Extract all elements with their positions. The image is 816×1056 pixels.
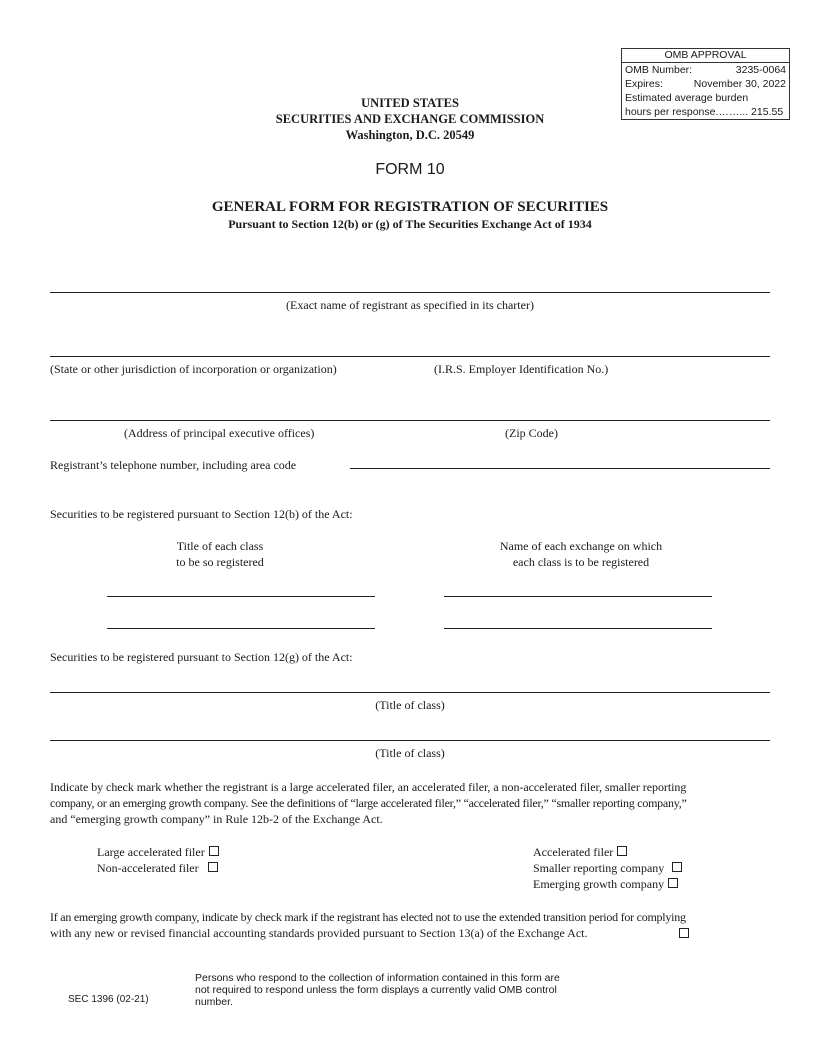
exchange-column-header xyxy=(471,538,691,570)
omb-burden-line-1: Estimated average burden xyxy=(625,92,749,104)
title-of-class-caption-1: (Title of class) xyxy=(375,698,445,712)
class-title-field-1[interactable] xyxy=(107,596,375,597)
exchange-header-line-2: each class is to be registered xyxy=(512,555,650,569)
omb-notice-line-1: Persons who respond to the collection of information contained in this form are xyxy=(195,972,560,984)
address-caption: (Address of principal executive offices) xyxy=(124,426,315,440)
zip-caption: (Zip Code) xyxy=(505,426,558,440)
smaller-reporting-checkbox[interactable] xyxy=(672,862,682,872)
form-name: FORM 10 xyxy=(375,161,445,178)
irs-caption: (I.R.S. Employer Identification No.) xyxy=(434,362,609,376)
class-title-field-2[interactable] xyxy=(107,628,375,629)
form-code: SEC 1396 (02-21) xyxy=(68,994,149,1005)
section-12g-heading: Securities to be registered pursuant to Section 12(g) of the Act: xyxy=(50,650,353,664)
smaller-reporting-option[interactable] xyxy=(533,861,682,876)
non-accelerated-label: Non-accelerated filer xyxy=(97,861,199,875)
title-of-class-field-1[interactable] xyxy=(50,692,770,693)
address-zip-field[interactable] xyxy=(50,420,770,421)
omb-notice xyxy=(195,972,560,1008)
omb-number-value: 3235-0064 xyxy=(735,64,786,76)
agency-line-2: SECURITIES AND EXCHANGE COMMISSION xyxy=(275,112,545,126)
large-accelerated-checkbox[interactable] xyxy=(209,846,219,856)
title-of-class-field-2[interactable] xyxy=(50,740,770,741)
accelerated-checkbox[interactable] xyxy=(617,846,627,856)
agency-line-3: Washington, D.C. 20549 xyxy=(345,128,475,142)
agency-line-1: UNITED STATES xyxy=(361,96,459,110)
exchange-field-2[interactable] xyxy=(444,628,712,629)
telephone-label: Registrant’s telephone number, including area code xyxy=(50,458,297,472)
transition-line-2: with any new or revised financial accounting standards provided pursuant to Section 13(a) of the Exchange Act. xyxy=(50,926,588,940)
telephone-field[interactable] xyxy=(350,468,770,469)
registrant-name-field[interactable] xyxy=(50,292,770,293)
registrant-name-caption: (Exact name of registrant as specified in its charter) xyxy=(286,298,534,312)
omb-notice-line-2: not required to respond unless the form displays a currently valid OMB control xyxy=(195,984,557,996)
omb-expires-row xyxy=(622,77,789,91)
emerging-growth-option[interactable] xyxy=(533,877,678,892)
omb-notice-line-3: number. xyxy=(195,996,233,1008)
exchange-header-line-1: Name of each exchange on which xyxy=(499,539,663,553)
omb-approval-box xyxy=(621,48,790,120)
omb-number-row xyxy=(622,63,789,77)
form-subtitle: Pursuant to Section 12(b) or (g) of The Securities Exchange Act of 1934 xyxy=(228,217,592,231)
transition-line-1: If an emerging growth company, indicate by check mark if the registrant has elected not to use the extended transition period for complying xyxy=(50,910,686,924)
exchange-field-1[interactable] xyxy=(444,596,712,597)
state-irs-field[interactable] xyxy=(50,356,770,357)
non-accelerated-option[interactable] xyxy=(97,861,218,876)
class-title-header-line-2: to be so registered xyxy=(176,555,264,569)
title-of-class-caption-2: (Title of class) xyxy=(375,746,445,760)
omb-burden-line-2: hours per response.……... 215.55 xyxy=(625,106,784,118)
filer-instruction-line-1: Indicate by check mark whether the registrant is a large accelerated filer, an accelerated filer, a non-accelerated filer, smaller reporting xyxy=(50,780,687,794)
filer-instruction-line-3: and “emerging growth company” in Rule 12b-2 of the Exchange Act. xyxy=(50,812,383,826)
smaller-reporting-label: Smaller reporting company xyxy=(533,861,665,875)
omb-number-label: OMB Number: xyxy=(625,64,693,76)
omb-title: OMB APPROVAL xyxy=(622,49,789,63)
emerging-growth-checkbox[interactable] xyxy=(668,878,678,888)
large-accelerated-option[interactable] xyxy=(97,845,219,860)
omb-expires-value: November 30, 2022 xyxy=(693,78,786,90)
omb-expires-label: Expires: xyxy=(625,78,663,90)
form-title: GENERAL FORM FOR REGISTRATION OF SECURITIES xyxy=(211,199,609,215)
agency-header xyxy=(210,95,610,143)
state-caption: (State or other jurisdiction of incorporation or organization) xyxy=(50,362,337,376)
section-12b-heading: Securities to be registered pursuant to Section 12(b) of the Act: xyxy=(50,507,353,521)
transition-period-checkbox[interactable] xyxy=(679,928,689,938)
filer-instruction-line-2: company, or an emerging growth company. See the definitions of “large accelerated filer,” “accelerated filer,” “smaller reporting company,” xyxy=(50,796,687,810)
accelerated-label: Accelerated filer xyxy=(533,845,614,859)
accelerated-option[interactable] xyxy=(533,845,627,860)
transition-period-text xyxy=(50,909,774,941)
class-title-header-line-1: Title of each class xyxy=(176,539,264,553)
class-title-column-header xyxy=(120,538,320,570)
emerging-growth-label: Emerging growth company xyxy=(533,877,665,891)
large-accelerated-label: Large accelerated filer xyxy=(97,845,205,859)
filer-status-instruction xyxy=(50,779,774,827)
non-accelerated-checkbox[interactable] xyxy=(208,862,218,872)
